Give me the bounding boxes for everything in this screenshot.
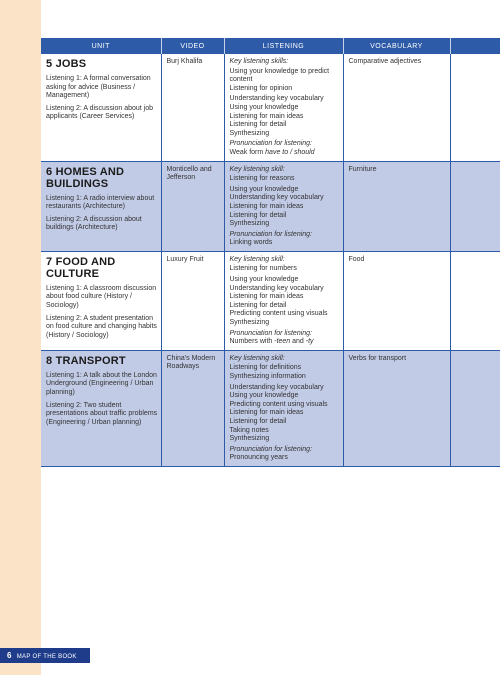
video-cell: Monticello and Jefferson [161, 161, 224, 251]
listening-cell [224, 161, 343, 251]
listening-item: Listening 1: A radio interview about restaurants (Architecture) [46, 194, 155, 211]
pronunciation-text [230, 239, 340, 248]
listening-skill: Listening for main ideas [229, 202, 304, 210]
page-number: 6 [7, 651, 12, 660]
pronunciation-label: Pronunciation for listening: [229, 230, 312, 238]
listening-skill: Predicting content using visuals [229, 400, 328, 408]
pronunciation-label: Pronunciation for listening: [229, 445, 312, 453]
pronunciation-italic: -teen [274, 338, 291, 346]
listening-cell [224, 350, 343, 466]
pronunciation-plain: and [290, 338, 306, 346]
pronunciation-plain: Linking words [229, 239, 273, 247]
vocabulary-cell: Verbs for transport [343, 350, 450, 466]
listening-item: Listening 2: Two student presentations about traffic problems (Engineering / Urban planning) [46, 401, 158, 426]
listening-item: Listening 2: A student presentation on food culture and changing habits (History / Sociology) [46, 314, 157, 339]
listening-skill: Understanding key vocabulary [229, 95, 324, 103]
pronunciation-plain: Weak form [229, 148, 266, 156]
listening-skill: Synthesizing [229, 220, 270, 228]
header-video: VIDEO [161, 38, 224, 54]
pronunciation-text [230, 338, 340, 347]
video-cell: Burj Khalifa [161, 54, 224, 161]
listening-item: Listening 2: A discussion about buildings (Architecture) [46, 215, 142, 232]
key-skills-label: Key listening skill: [229, 354, 285, 362]
vocabulary-cell: Comparative adjectives [343, 54, 450, 161]
listening-skill: Listening for detail [229, 121, 287, 129]
listening-skill: Understanding key vocabulary [229, 284, 324, 292]
key-skill: Synthesizing information [229, 373, 306, 380]
listening-skill: Taking notes [229, 426, 269, 434]
header-listening: LISTENING [224, 38, 343, 54]
video-cell: Luxury Fruit [161, 251, 224, 350]
listening-item: Listening 1: A formal conversation asking for advice (Business / Management) [46, 75, 151, 100]
header-vocabulary: VOCABULARY [343, 38, 450, 54]
pronunciation-label: Pronunciation for listening: [229, 329, 312, 337]
listening-skill: Using your knowledge [229, 103, 299, 111]
video-cell: China's Modern Roadways [161, 350, 224, 466]
pronunciation-text [230, 149, 340, 158]
map-of-book-table [41, 38, 500, 467]
unit-cell [41, 251, 161, 350]
vocabulary-cell: Food [343, 251, 450, 350]
key-skills-label: Key listening skill: [229, 165, 285, 173]
extra-cell [450, 251, 500, 350]
listening-skill: Using your knowledge [229, 392, 299, 400]
pronunciation-italic: have to / should [265, 148, 315, 156]
key-skills-label: Key listening skills: [229, 58, 289, 65]
pronunciation-plain: Pronouncing years [229, 454, 288, 462]
listening-skill: Listening for detail [229, 417, 287, 425]
extra-cell [450, 54, 500, 161]
unit-title: 8 TRANSPORT [46, 354, 126, 367]
listening-skill: Listening for main ideas [229, 409, 304, 417]
footer-bar [0, 648, 90, 663]
listening-skill: Listening for main ideas [229, 293, 304, 301]
listening-skill: Listening for detail [229, 301, 287, 309]
header-unit: UNIT [41, 38, 161, 54]
listening-item: Listening 1: A talk about the London Underground (Engineering / Urban planning) [46, 371, 157, 396]
unit-row [41, 251, 500, 350]
listening-skill: Listening for detail [229, 211, 287, 219]
extra-cell [450, 161, 500, 251]
pronunciation-italic: -ty [305, 338, 314, 346]
pronunciation-label: Pronunciation for listening: [229, 140, 312, 148]
unit-cell [41, 350, 161, 466]
listening-cell [224, 54, 343, 161]
unit-row [41, 54, 500, 161]
unit-title: 5 JOBS [46, 58, 87, 70]
unit-title: 7 FOOD AND CULTURE [46, 255, 116, 280]
extra-cell [450, 350, 500, 466]
vocabulary-cell: Furniture [343, 161, 450, 251]
unit-title: 6 HOMES AND BUILDINGS [46, 165, 125, 190]
listening-skill: Listening for main ideas [229, 112, 304, 120]
unit-row [41, 350, 500, 466]
unit-cell [41, 161, 161, 251]
key-skill: Listening for numbers [229, 265, 297, 273]
listening-cell [224, 251, 343, 350]
unit-cell [41, 54, 161, 161]
key-skills-label: Key listening skill: [229, 255, 285, 263]
listening-skill: Understanding key vocabulary [229, 194, 324, 202]
pronunciation-text [230, 454, 340, 463]
listening-skill: Using your knowledge [229, 185, 299, 193]
listening-skill: Synthesizing [229, 319, 270, 327]
table-header-row [41, 38, 500, 54]
header-extra [450, 38, 500, 54]
side-decoration-strip [0, 0, 41, 675]
key-skill: Listening for opinion [229, 84, 293, 92]
listening-skill: Predicting content using visuals [229, 310, 328, 318]
listening-item: Listening 2: A discussion about job applicants (Career Services) [46, 104, 154, 121]
listening-skill: Using your knowledge [229, 276, 299, 284]
listening-skill: Understanding key vocabulary [229, 383, 324, 391]
pronunciation-plain: Numbers with [229, 338, 275, 346]
listening-skill: Synthesizing [229, 129, 270, 137]
footer-label: MAP OF THE BOOK [16, 654, 77, 660]
key-skill: Listening for definitions [229, 364, 302, 372]
key-skill: Using your knowledge to predict content [229, 67, 330, 84]
listening-item: Listening 1: A classroom discussion about food culture (History / Sociology) [46, 284, 157, 310]
unit-row [41, 161, 500, 251]
listening-skill: Synthesizing [229, 435, 270, 443]
key-skill: Listening for reasons [229, 175, 295, 183]
